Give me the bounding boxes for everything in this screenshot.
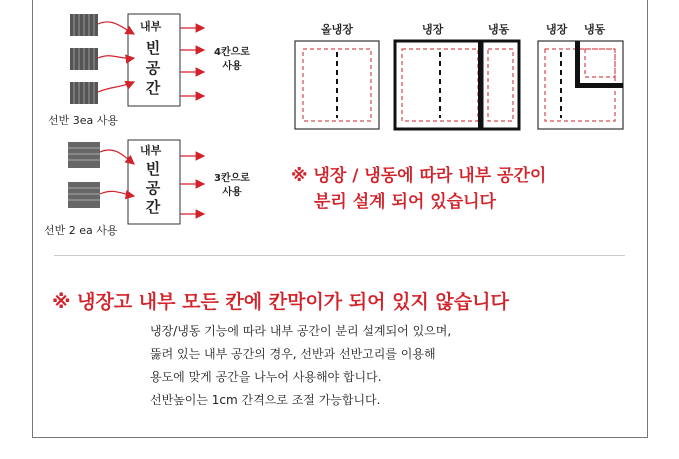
count-label-line: 사용 — [222, 61, 242, 72]
compartment-label: 냉장 — [422, 23, 444, 36]
arrow-icon — [180, 156, 204, 214]
box-char: 간 — [145, 79, 161, 97]
box-char: 빈 — [145, 160, 161, 178]
box-char: 간 — [145, 198, 161, 216]
compartment-label: 올냉장 — [321, 23, 353, 36]
fridge-split-vertical-diagram — [395, 41, 519, 129]
fridge-all-fridge-diagram — [295, 41, 379, 129]
separation-note — [291, 163, 546, 215]
count-label-line: 3칸으로 — [214, 173, 250, 184]
shelf-icon — [70, 14, 98, 36]
shelf-diagram-3-compartments — [60, 138, 210, 228]
box-title: 내부 — [140, 144, 162, 157]
count-label-line: 4칸으로 — [214, 47, 250, 58]
box-char: 공 — [145, 179, 161, 197]
box-title: 내부 — [140, 20, 162, 33]
section-divider — [54, 255, 625, 256]
box-char: 공 — [145, 59, 161, 77]
box-char: 빈 — [145, 39, 161, 57]
box-label — [141, 38, 165, 98]
box-label — [141, 160, 165, 217]
description-line: 선반높이는 1cm 간격으로 조절 가능합니다. — [150, 393, 381, 407]
count-label-line: 사용 — [222, 187, 242, 198]
shelf-icon — [70, 48, 98, 70]
shelf-caption: 선반 2 ea 사용 — [44, 224, 118, 237]
compartment-label: 냉장 — [546, 23, 568, 36]
shelf-diagram-4-compartments — [60, 8, 210, 108]
compartment-count-label — [214, 172, 250, 200]
description-line: 뚫려 있는 내부 공간의 경우, 선반과 선반고리를 이용해 — [150, 347, 436, 361]
shelf-icon — [70, 82, 98, 104]
shelf-caption: 선반 3ea 사용 — [48, 114, 119, 127]
main-warning-headline: ※ 냉장고 내부 모든 칸에 칸막이가 되어 있지 않습니다 — [52, 291, 509, 313]
description-line: 냉장/냉동 기능에 따라 내부 공간이 분리 설계되어 있으며, — [150, 324, 452, 338]
arrow-icon — [180, 28, 204, 96]
compartment-label: 냉동 — [584, 23, 606, 36]
compartment-label: 냉동 — [488, 23, 510, 36]
description-line: 용도에 맞게 공간을 나누어 사용해야 합니다. — [150, 370, 382, 384]
fridge-compartment-diagrams — [290, 36, 630, 132]
note-line: 분리 설계 되어 있습니다 — [314, 192, 496, 212]
note-line: ※ 냉장 / 냉동에 따라 내부 공간이 — [291, 166, 547, 186]
description-text — [150, 320, 451, 412]
shelf-icon — [68, 182, 100, 208]
fridge-split-l-diagram — [538, 41, 623, 129]
compartment-count-label — [214, 46, 250, 74]
shelf-icon — [68, 142, 100, 168]
